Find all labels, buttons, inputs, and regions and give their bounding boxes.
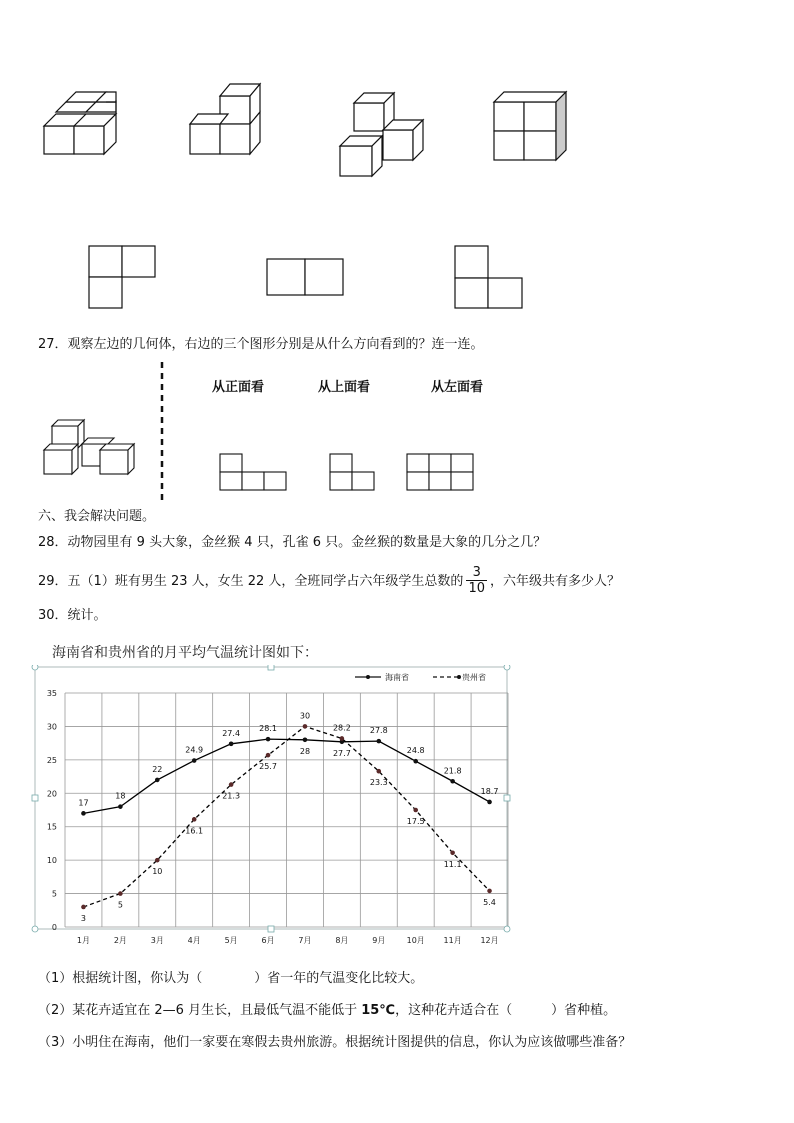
data-point [340,736,345,741]
x-tick-label: 7月 [298,936,312,945]
data-label: 16.1 [185,826,204,836]
temperature-line-chart [30,665,530,960]
data-point [266,753,271,758]
frame-handle [268,926,274,932]
y-tick-label: 35 [46,689,57,698]
question-29 [38,566,620,597]
cube-figure-d [494,92,566,160]
frame-handle [504,665,510,670]
data-label: 24.8 [406,746,425,756]
data-point [155,778,160,783]
data-label: 5.4 [483,897,496,907]
data-label: 28.2 [332,723,351,733]
y-tick-label: 20 [46,789,57,799]
view-label-left: 从左面看 [431,380,484,395]
data-point [450,779,455,784]
legend-marker-hainan [366,675,370,679]
x-tick-label: 9月 [372,936,386,945]
data-point [229,782,234,787]
question-29-text-before: 29．五（1）班有男生 23 人，女生 22 人，全班同学占六年级学生总数的 [38,574,464,589]
data-label: 3 [80,913,87,923]
x-tick-label: 2月 [113,936,127,945]
x-tick-label: 1月 [76,936,91,945]
data-label: 17.5 [406,817,425,826]
q30-sub-1: （1）根据统计图，你认为（ ）省一年的气温变化比较大。 [38,971,424,986]
cube-figures [0,0,794,320]
view-shape-3 [407,454,473,490]
chart-frame [35,667,507,929]
question-29-text-after: ，六年级共有多少人？ [489,574,620,589]
data-point [155,858,160,863]
data-point [376,769,381,774]
q30-sub-2 [38,999,616,1018]
data-point [487,889,492,894]
y-tick-label: 25 [46,755,57,765]
q27-solid-figure [38,360,168,500]
view-label-front: 从正面看 [212,380,265,395]
legend-label-guizhou: 贵州省 [462,673,486,682]
data-label: 27.8 [369,726,388,736]
x-tick-label: 5月 [224,936,238,945]
data-label: 10 [152,867,163,877]
x-tick-label: 6月 [261,936,275,945]
data-point [118,804,123,809]
x-tick-label: 11月 [443,936,462,945]
fraction-denominator: 10 [468,581,485,596]
data-label: 28.1 [259,724,277,734]
data-point [303,738,308,743]
data-point [118,891,123,896]
y-tick-label: 5 [51,889,57,899]
frame-handle [268,665,274,670]
data-label: 21.8 [443,766,462,776]
y-tick-label: 30 [46,722,57,732]
x-tick-label: 4月 [187,936,201,945]
data-point [413,759,418,764]
data-label: 5 [117,900,123,910]
data-point [450,850,455,855]
projection-shape-1 [89,246,155,308]
data-label: 30 [299,711,311,721]
data-label: 22 [152,764,163,774]
data-label: 25.7 [259,762,277,772]
q30-sub-3: （3）小明住在海南，他们一家要在寒假去贵州旅游。根据统计图提供的信息，你认为应该做哪些准备？ [38,1035,632,1050]
x-tick-label: 3月 [150,936,164,945]
data-label: 21.3 [222,791,241,801]
view-shape-2 [330,454,374,490]
chart-title: 海南省和贵州省的月平均气温统计图如下： [52,645,318,661]
data-label: 27.7 [332,748,351,758]
question-28: 28．动物园里有 9 头大象，金丝猴 4 只，孔雀 6 只。金丝猴的数量是大象的几分之几？ [38,535,547,550]
data-label: 28 [299,746,311,756]
projection-shape-3 [455,246,522,308]
frame-handle [32,795,38,801]
q30-sub-2-a: （2）某花卉适宜在 2—6 月生长，且最低气温不能低于 [38,1003,362,1018]
data-label: 17 [78,798,89,808]
data-point [192,758,197,763]
data-label: 18.7 [480,786,499,796]
x-tick-label: 8月 [335,936,349,945]
cube-figure-b [190,84,260,154]
q30-sub-2-c: ，这种花卉适合在（ ）省种植。 [395,1003,617,1018]
data-point [376,739,381,744]
data-point [266,737,271,742]
data-label: 24.9 [185,745,204,755]
frame-handle [504,926,510,932]
view-label-top: 从上面看 [318,380,371,395]
cube-figure-a [44,92,116,154]
data-label: 27.4 [222,728,241,738]
data-label: 23.3 [369,778,388,788]
y-tick-label: 15 [46,822,57,832]
q30-sub-2-temp: 15℃ [361,1003,396,1018]
data-point [81,811,86,816]
legend-marker-guizhou [457,675,461,679]
data-point [413,808,418,813]
frame-handle [32,926,38,932]
q27-view-shapes [210,448,490,498]
data-label: 18 [115,791,126,801]
fraction-numerator: 3 [472,565,481,580]
legend-label-hainan: 海南省 [385,673,409,682]
y-tick-label: 0 [51,923,57,932]
cube-figure-c [340,93,423,176]
question-27: 27．观察左边的几何体，右边的三个图形分别是从什么方向看到的？连一连。 [38,337,484,352]
data-point [229,742,234,747]
data-label: 11.1 [443,859,462,869]
frame-handle [32,665,38,670]
data-point [81,905,86,910]
data-point [303,724,308,729]
frame-handle [504,795,510,801]
x-tick-label: 10月 [406,936,425,945]
projection-shape-2 [267,259,343,295]
question-30: 30．统计。 [38,608,107,623]
y-tick-label: 10 [46,856,57,866]
section-6-title: 六、我会解决问题。 [38,509,156,524]
fraction [466,565,487,596]
data-point [192,817,197,822]
x-tick-label: 12月 [480,936,499,945]
data-point [487,800,492,805]
view-shape-1 [220,454,286,490]
